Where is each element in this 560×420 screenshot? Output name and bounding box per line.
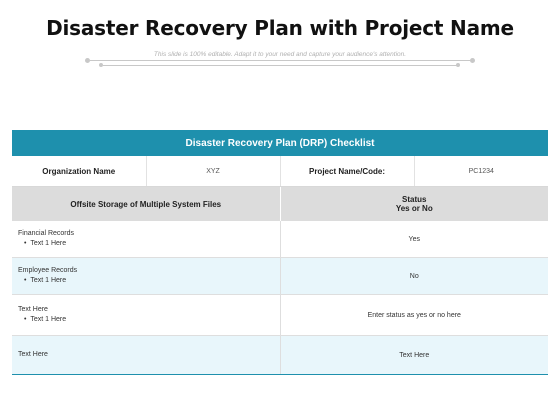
row-status: Text Here [280, 336, 548, 375]
row-item-cell [12, 295, 280, 336]
title-divider [85, 57, 475, 69]
status-header-line1: Status [402, 195, 427, 204]
row-status: Yes [280, 221, 548, 258]
row-bullet-text: Text 1 Here [30, 316, 67, 323]
row-bullet-text: Text 1 Here [30, 277, 67, 284]
row-bullet: • Text 1 Here [24, 277, 67, 284]
row-status: Enter status as yes or no here [280, 295, 548, 336]
row-item-label: Financial Records [18, 230, 75, 237]
org-name-value: XYZ [146, 156, 280, 187]
page-subtitle: This slide is 100% editable. Adapt it to your need and capture your audience's attention. [153, 51, 407, 58]
row-bullet-text: Text 1 Here [30, 240, 67, 247]
row-item-cell [12, 258, 280, 295]
row-bullet: • Text 1 Here [24, 240, 67, 247]
column-header-status [280, 187, 548, 222]
project-code-value: PC1234 [414, 156, 548, 187]
row-item-label: Text Here [12, 336, 280, 375]
row-status: No [280, 258, 548, 295]
column-header-storage: Offsite Storage of Multiple System Files [12, 187, 280, 222]
drp-checklist-table [12, 130, 548, 375]
org-name-label: Organization Name [12, 156, 146, 187]
table-row [12, 258, 548, 295]
page-title: Disaster Recovery Plan with Project Name [46, 16, 514, 40]
row-item-cell [12, 221, 280, 258]
table-row [12, 221, 548, 258]
row-bullet: • Text 1 Here [24, 316, 67, 323]
row-item-label: Employee Records [18, 267, 78, 274]
table-row [12, 336, 548, 375]
table-row [12, 295, 548, 336]
row-item-label: Text Here [18, 306, 48, 313]
table-title: Disaster Recovery Plan (DRP) Checklist [12, 130, 548, 156]
status-header-line2: Yes or No [395, 204, 433, 213]
project-code-label: Project Name/Code: [280, 156, 414, 187]
